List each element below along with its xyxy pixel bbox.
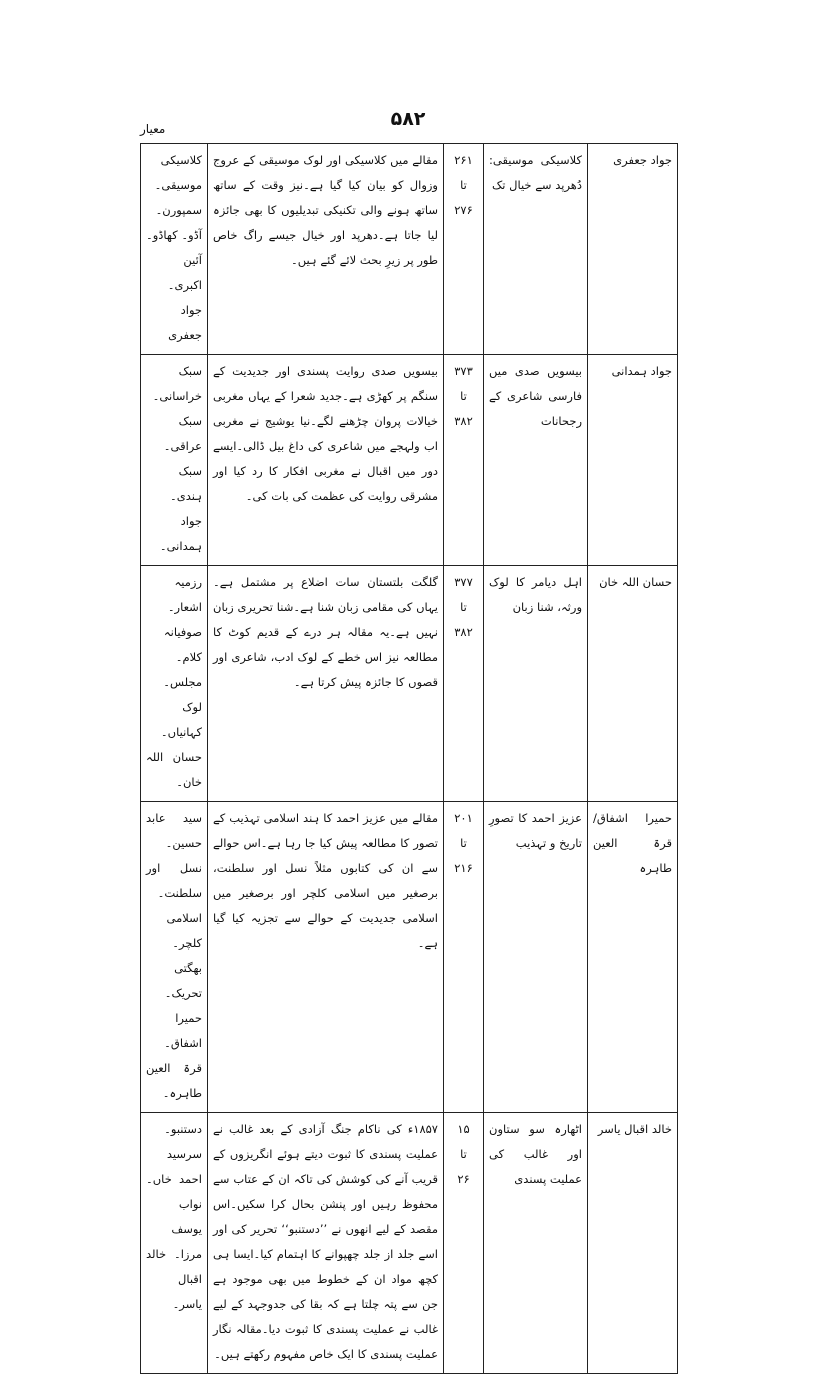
- page-from: ۳۷۷: [454, 575, 473, 589]
- title-cell: اٹھارہ سو ستاون اور غالب کی عملیت پسندی: [484, 1113, 588, 1374]
- page-to-word: تا: [460, 600, 467, 614]
- page-from: ۲۶۱: [454, 153, 473, 167]
- pages-cell: [444, 355, 484, 566]
- page-to: ۳۸۲: [454, 625, 473, 639]
- pages-cell: [444, 802, 484, 1113]
- title-cell: اہل دیامر کا لوک ورثہ، شنا زبان: [484, 566, 588, 802]
- page-to-word: تا: [460, 178, 467, 192]
- table-row: [141, 566, 678, 802]
- author-cell: جواد جعفری: [588, 144, 678, 355]
- page-to-word: تا: [460, 389, 467, 403]
- table-row: [141, 802, 678, 1113]
- page-from: ۳۷۳: [454, 364, 473, 378]
- table-row: [141, 144, 678, 355]
- index-table: [140, 143, 678, 1374]
- summary-cell: بیسویں صدی روایت پسندی اور جدیدیت کے سنگم پر کھڑی ہے۔جدید شعرا کے یہاں مغربی خیالات پروان چڑھنے لگے۔نیا یوشیج نے مغربی اب ولہجے میں شاعری کی داغ بیل ڈالی۔ایسے دور میں اقبال نے مغربی افکار کا رد کیا اور مشرقی روایت کی عظمت کی بات کی۔: [208, 355, 444, 566]
- keywords-cell: کلاسیکی موسیقی۔ سمپورن۔ آڈو۔ کھاڈو۔ آئین اکبری۔ جواد جعفری: [141, 144, 208, 355]
- table-row: [141, 1113, 678, 1374]
- title-cell: عزیز احمد کا تصورِ تاریخ و تہذیب: [484, 802, 588, 1113]
- keywords-cell: رزمیہ اشعار۔ صوفیانہ کلام۔ مجلس۔ لوک کہانیاں۔ حسان اللہ خان۔: [141, 566, 208, 802]
- keywords-cell: سبک خراسانی۔ سبک عراقی۔ سبک ہندی۔ جواد ہمدانی۔: [141, 355, 208, 566]
- keywords-cell: سید عابد حسین۔ نسل اور سلطنت۔ اسلامی کلچر۔ بھگتی تحریک۔ حمیرا اشفاق۔ قرۃ العین طاہرہ۔: [141, 802, 208, 1113]
- running-head: معیار: [140, 122, 166, 136]
- summary-cell: گلگت بلتستان سات اضلاع پر مشتمل ہے۔ یہاں کی مقامی زبان شنا ہے۔شنا تحریری زبان نہیں ہے۔یہ مقالہ ہر درے کے قدیم کوٹ کا مطالعہ نیز اس خطے کے لوک ادب، شاعری اور قصوں کا جائزہ پیش کرتا ہے۔: [208, 566, 444, 802]
- summary-cell: مقالے میں کلاسیکی اور لوک موسیقی کے عروج وزوال کو بیان کیا گیا ہے۔نیز وقت کے ساتھ ساتھ ہونے والی تکنیکی تبدیلیوں کا بھی جائزہ لیا جاتا ہے۔دھرپد اور خیال جیسے راگ خاص طور پر زیرِ بحث لائے گئے ہیں۔: [208, 144, 444, 355]
- author-cell: خالد اقبال یاسر: [588, 1113, 678, 1374]
- page-to-word: تا: [460, 836, 467, 850]
- summary-cell: مقالے میں عزیز احمد کا ہند اسلامی تہذیب کے تصور کا مطالعہ پیش کیا جا رہا ہے۔اس حوالے سے ان کی کتابوں مثلاً نسل اور سلطنت، برصغیر میں اسلامی کلچر اور برصغیر میں اسلامی جدیدیت کے حوالے سے تجزیہ کیا گیا ہے۔: [208, 802, 444, 1113]
- table-row: [141, 355, 678, 566]
- author-cell: حمیرا اشفاق/ قرۃ العین طاہرہ: [588, 802, 678, 1113]
- summary-cell: ۱۸۵۷ء کی ناکام جنگ آزادی کے بعد غالب نے عملیت پسندی کا ثبوت دیتے ہوئے انگریزوں کے قریب آنے کی کوشش کی تاکہ ان کے عتاب سے محفوظ رہیں اور پنشن بحال کرا سکیں۔اس مقصد کے لیے انھوں نے ’’دستنبو‘‘ تحریر کی اور اسے جلد از جلد چھپوانے کا اہتمام کیا۔ایسا ہی کچھ مواد ان کے خطوط میں بھی موجود ہے جن سے پتہ چلتا ہے کہ بقا کی جدوجہد کے لیے غالب نے عملیت پسندی کا ثبوت دیا۔مقالہ نگار عملیت پسندی کا ایک خاص مفہوم رکھتے ہیں۔: [208, 1113, 444, 1374]
- page-from: ۱۵: [457, 1122, 470, 1136]
- page-to: ۳۸۲: [454, 414, 473, 428]
- pages-cell: [444, 1113, 484, 1374]
- page-to-word: تا: [460, 1147, 467, 1161]
- pages-cell: [444, 566, 484, 802]
- author-cell: حسان اللہ خان: [588, 566, 678, 802]
- page-from: ۲۰۱: [454, 811, 473, 825]
- page-to: ۲۱۶: [454, 861, 473, 875]
- page-to: ۲۷۶: [454, 203, 473, 217]
- page-number: ۵۸۲: [390, 108, 426, 130]
- title-cell: کلاسیکی موسیقی: دُھرپد سے خیال تک: [484, 144, 588, 355]
- title-cell: بیسویں صدی میں فارسی شاعری کے رجحانات: [484, 355, 588, 566]
- page-to: ۲۶: [457, 1172, 470, 1186]
- keywords-cell: دستنبو۔ سرسید احمد خاں۔ نواب یوسف مرزا۔ خالد اقبال یاسر۔: [141, 1113, 208, 1374]
- pages-cell: [444, 144, 484, 355]
- author-cell: جواد ہمدانی: [588, 355, 678, 566]
